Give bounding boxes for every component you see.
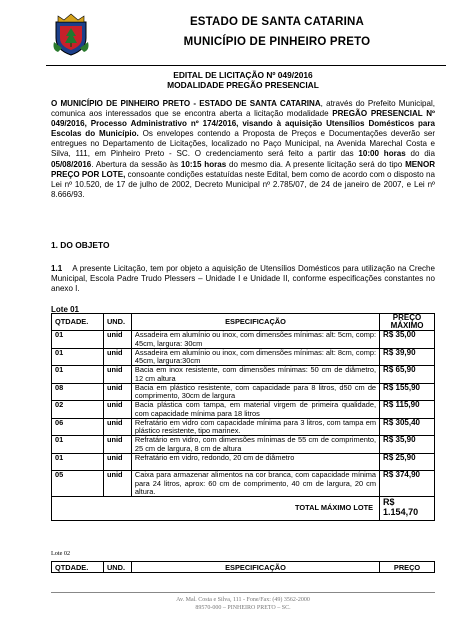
cell-price: R$ 25,90: [380, 453, 435, 471]
intro-text-3: do dia: [405, 149, 435, 159]
edital-title: EDITAL DE LICITAÇÃO Nº 049/2016: [173, 70, 313, 80]
cell-unit: unid: [103, 453, 131, 471]
cell-spec: Refratário em vidro, com dimensões mínimas de 55 cm de comprimento, 25 cm de largura, 8 cm de altura: [131, 436, 379, 454]
table-row: [52, 401, 435, 419]
edital-modality: MODALIDADE PREGÃO PRESENCIAL: [167, 80, 319, 90]
col-header-spec: ESPECIFICAÇÃO: [131, 314, 379, 331]
total-currency: R$: [383, 497, 395, 508]
cell-spec: Bacia plástica com tampa, em material virgem de primeira qualidade, com capacidade mínima para 18 litros: [131, 401, 379, 419]
cell-unit: unid: [103, 366, 131, 384]
cell-unit: unid: [103, 436, 131, 454]
intro-session-time: 10:15 horas: [180, 159, 227, 169]
col-header-price: PREÇO: [380, 562, 435, 573]
footer-address: Av. Mal. Costa e Silva, 111 - Fone/Fax: (49) 3562-2000: [176, 597, 310, 603]
municipal-crest-icon: [52, 12, 90, 56]
intro-credential-time: 10:00 horas: [358, 149, 406, 159]
intro-text-2: Os envelopes contendo a Proposta de Preços e Documentações deverão ser entregues no Departamento de Licitações, localizado no Paço Municipal, na Avenida Marechal Costa e Silva, 111, em Pinheiro Preto - SC. O credenciamento será feito a partir das: [51, 129, 435, 159]
cell-spec: Refratário em vidro, redondo, 20 cm de diâmetro: [131, 453, 379, 471]
cell-price: R$ 115,90: [380, 401, 435, 419]
intro-type: MENOR PREÇO POR LOTE,: [51, 159, 436, 179]
intro-text-4: . Abertura da sessão às: [91, 159, 181, 169]
cell-qty: 01: [52, 331, 104, 349]
intro-text-6: consoante condições estatuídas neste Edital, bem como de acordo com o disposto na Lei nº 10.520, de 17 de julho de 2002, Decreto Municipal nº 2.785/07, de 24 de janeiro de 2007, e Lei nº 8.666/93.: [51, 169, 435, 199]
clause-number: 1.1: [51, 264, 63, 273]
col-header-unit: UND.: [103, 562, 131, 573]
letterhead: [46, 6, 446, 66]
cell-spec: Bacia em plástico resistente, com capacidade para 8 litros, d50 cm de comprimento, 30cm de largura: [131, 383, 379, 401]
lote-01-table: [51, 313, 435, 521]
cell-spec: Bacia em inox resistente, com dimensões mínimas: 50 cm de diâmetro, 12 cm altura: [131, 366, 379, 384]
table-header-row: [52, 314, 435, 331]
cell-unit: unid: [103, 348, 131, 366]
clause-1-1: [51, 264, 435, 294]
table-header-row: [52, 562, 435, 573]
total-amount: 1.154,70: [383, 507, 419, 518]
cell-qty: 08: [52, 383, 104, 401]
cell-price: R$ 35,00: [380, 331, 435, 349]
intro-municipality: O MUNICÍPIO DE PINHEIRO PRETO - ESTADO DE SANTA CATARINA: [51, 99, 321, 108]
intro-text-5: do mesmo dia. A presente licitação será do tipo: [226, 159, 406, 169]
table-row: [52, 366, 435, 384]
cell-price: R$ 35,90: [380, 436, 435, 454]
cell-qty: 02: [52, 401, 104, 419]
cell-qty: 01: [52, 436, 104, 454]
table-row: [52, 348, 435, 366]
col-header-spec: ESPECIFICAÇÃO: [131, 562, 379, 573]
table-row: [52, 436, 435, 454]
header-municipality: MUNICÍPIO DE PINHEIRO PRETO: [183, 36, 371, 48]
intro-paragraph: [51, 99, 435, 200]
cell-qty: 05: [52, 471, 104, 497]
col-header-unit: UND.: [103, 314, 131, 331]
col-header-qty: QTDADE.: [52, 314, 104, 331]
table-row: [52, 383, 435, 401]
col-header-qty: QTDADE.: [52, 562, 104, 573]
cell-qty: 06: [52, 418, 104, 436]
col-header-price-line1: PREÇO: [392, 313, 422, 322]
clause-text: A presente Licitação, tem por objeto a aquisição de Utensílios Domésticos para utilização na Creche Municipal, Escola Padre Trudo Plessers – Unidade I e Unidade II, conforme especificações constantes no anexo I.: [51, 264, 435, 294]
cell-price: R$ 65,90: [380, 366, 435, 384]
header-state: ESTADO DE SANTA CATARINA: [189, 16, 365, 28]
cell-unit: unid: [103, 401, 131, 419]
cell-price: R$ 155,90: [380, 383, 435, 401]
cell-price: R$ 305,40: [380, 418, 435, 436]
cell-qty: 01: [52, 366, 104, 384]
total-value: [380, 497, 435, 521]
lote-02-label: Lote 02: [51, 550, 71, 557]
intro-process: PREGÃO PRESENCIAL Nº 049/2016, Processo Administrativo nº 174/2016, visando à aquisição Utensílios Domésticos para Escolas do Município.: [51, 109, 435, 139]
cell-spec: Caixa para armazenar alimentos na cor branca, com capacidade mínima para 24 litros, aprox: 60 cm de comprimento, 40 cm de largura, 20 cm altura.: [131, 471, 379, 497]
lote-02-table: [51, 561, 435, 573]
table-row: [52, 471, 435, 497]
cell-spec: Assadeira em alumínio ou inox, com dimensões mínimas: alt: 8cm, comp: 45cm, largura:30cm: [131, 348, 379, 366]
col-header-price: [380, 314, 435, 331]
intro-text-1: , através do Prefeito Municipal, comunica aos interessados que se encontra aberta a licitação modalidade: [51, 99, 436, 119]
footer-divider: [51, 592, 435, 593]
cell-price: R$ 374,90: [380, 471, 435, 497]
cell-unit: unid: [103, 418, 131, 436]
cell-price: R$ 39,90: [380, 348, 435, 366]
cell-spec: Refratário em vidro com capacidade mínima para 3 litros, com tampa em plástico resistente, tipo marinex.: [131, 418, 379, 436]
cell-unit: unid: [103, 383, 131, 401]
intro-date: 05/08/2016: [51, 159, 92, 169]
cell-unit: unid: [103, 471, 131, 497]
col-header-price-line2: MÁXIMO: [390, 321, 424, 331]
lote-01-label: Lote 01: [51, 305, 80, 314]
table-row: [52, 453, 435, 471]
table-row: [52, 331, 435, 349]
total-label: TOTAL MÁXIMO LOTE: [52, 497, 380, 521]
section-title-objeto: 1. DO OBJETO: [51, 240, 110, 250]
table-row: [52, 418, 435, 436]
cell-spec: Assadeira em alumínio ou inox, com dimensões mínimas: alt: 5cm, comp: 45cm, largura: 30cm: [131, 331, 379, 349]
cell-qty: 01: [52, 348, 104, 366]
cell-unit: unid: [103, 331, 131, 349]
cell-qty: 01: [52, 453, 104, 471]
footer-postal: 89570-000 – PINHEIRO PRETO – SC.: [195, 605, 291, 611]
table-total-row: [52, 497, 435, 521]
